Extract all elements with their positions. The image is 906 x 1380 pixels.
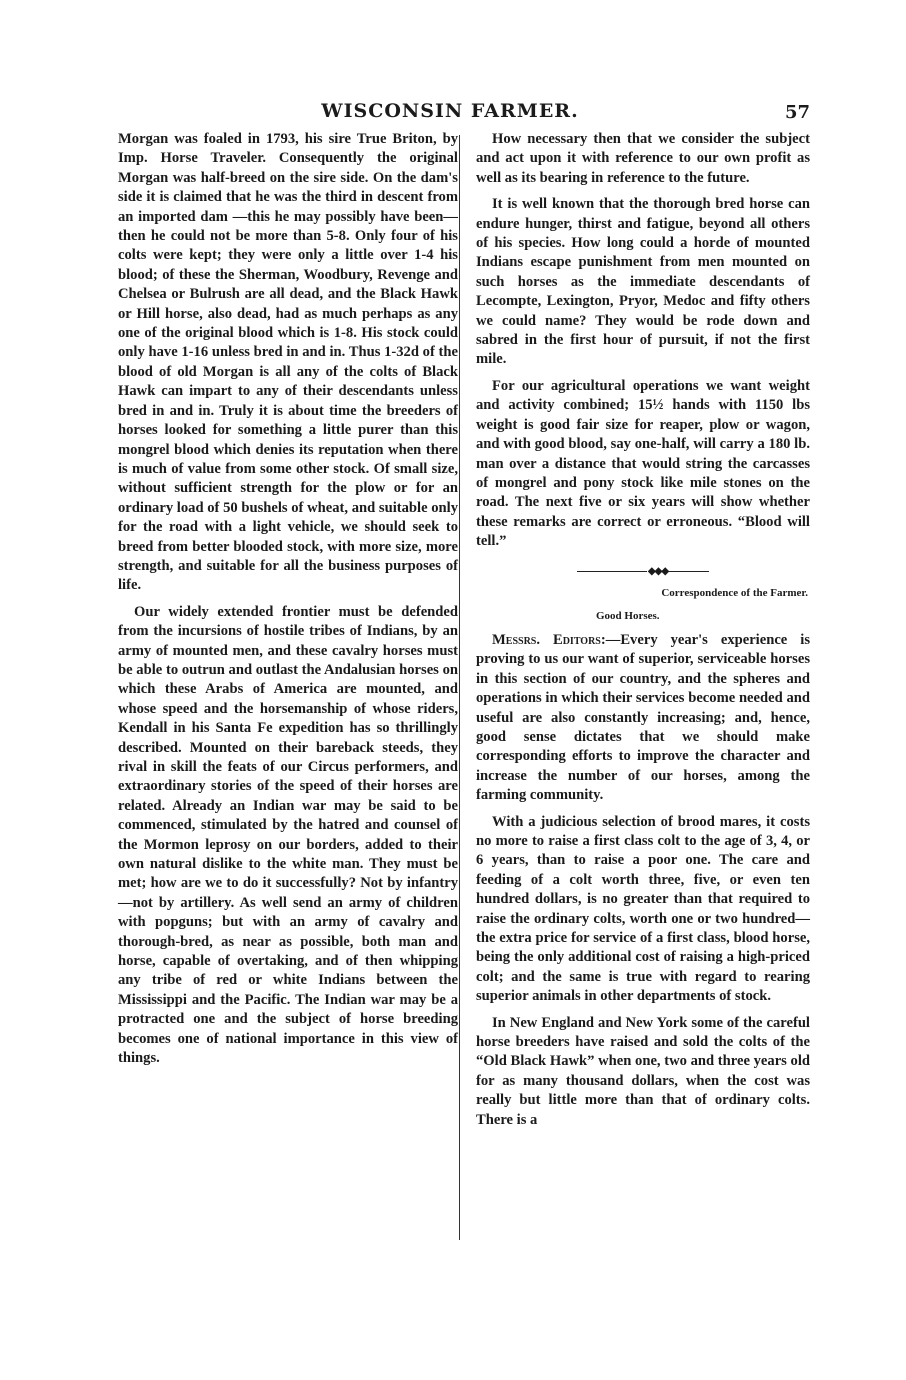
correspondence-line: Correspondence of the Farmer.: [661, 586, 808, 599]
right-paragraph-1: How necessary then that we consider the subject and act upon it with reference to our own profit as well as its bearing in reference to the future.: [476, 131, 810, 186]
right-paragraph-2: It is well known that the thorough bred horse can endure hunger, thirst and fatigue, beyond all others of his species. How long could a horde of mounted Indians escape punishment from men mounted on such horses as the immediate descendants of Lecompte, Lexington, Pryor, Medoc and fifty others we could name? They would be rode down and sabred in the first hour of pursuit, if not the first mile.: [476, 196, 810, 368]
column-divider: [459, 135, 460, 1240]
page-number: 57: [784, 102, 810, 123]
right-paragraph-5: With a judicious selection of brood mares, it costs no more to raise a first class colt to the age of 3, 4, or 6 years, than to raise a poor one. The care and feeding of a colt worth three, five, or even ten hundred dollars, is no greater than that required to raise the ordinary colts, worth one or two hundred—the extra price for service of a first class, blood horse, being the only additional cost of raising a high-priced colt; and the same is true with regard to rearing superior animals in other departments of stock.: [476, 813, 810, 1005]
left-paragraph-2: Our widely extended frontier must be defended from the incursions of hostile tribes of Indians, by an army of mounted men, and these cavalry horses must be able to outrun and outlast the Andalusian horses on which these Arabs of America are mounted, and whose speed and the horsemanship of whose riders, Kendall in his Santa Fe expedition has so thrillingly described. Mounted on their bareback steeds, they rival in skill the feats of our Circus performers, and extraordinary stories of the speed of their horses are related. Already an Indian war may be said to be commenced, stimulated by the hatred and counsel of the Mormon leprosy on our borders, added to their own natural dislike to the white man. They must be met; how are we to do it successfully? Not by infantry—not by artillery. As well send an army of children with popguns; but with an army of cavalry and thorough-bred, as near as possible, both man and horse, capable of overtaking, and of then whipping any tribe of red or white Indians between the Mississippi and the Pacific. The Indian war may be a protracted one and the subject of horse breeding becomes one of national importance in this view of things.: [118, 603, 458, 1067]
salutation: Messrs. Editors:: [492, 631, 606, 648]
running-title: WISCONSIN FARMER.: [321, 100, 579, 122]
article-title: Good Horses.: [596, 609, 660, 622]
right-paragraph-3: For our agricultural operations we want weight and activity combined; 15½ hands with 1150 lbs weight is good fair size for reaper, plow or wagon, and with good blood, say one-half, will carry a 180 lb. man over a distance that would string the carcasses of mongrel and pony stock like mile stones on the road. The next five or six years will show whether these remarks are correct or erroneous. “Blood will tell.”: [476, 377, 810, 550]
left-column: [118, 130, 458, 1076]
left-paragraph-1: Morgan was foaled in 1793, his sire True Briton, by Imp. Horse Traveler. Consequently the original Morgan was half-breed on the sire side. On the dam's side it is claimed that he was the third in descent from an imported dam —this he may possibly have been—then he could not be more than 5-8. Only four of his colts were kept; they were only a little over 1-4 his blood; of these the Sherman, Woodbury, Revenge and Chelsea or Bulrush are all dead, and the Black Hawk or Hill horse, also dead, had as much perhaps as any one of the original blood which is 1-8. His stock could only have 1-16 unless bred in and in. Thus 1-32d of the blood of old Morgan is all any of the colts of Black Hawk can impart to any of their descendants unless bred in and in. Truly it is about time the breeders of horses looked for something a little purer than this mongrel blood which denies its reputation when there is much of value from some other stock. Of small size, without sufficient strength for the plow or for an ordinary load of 50 bushels of wheat, and suitable only for the road with a light vehicle, we should seek to breed from better blooded stock, with more size, more strength, and suitable for all the business purposes of life.: [118, 131, 458, 594]
right-column: [476, 130, 810, 1137]
right-paragraph-6: In New England and New York some of the careful horse breeders have raised and sold the colts of the “Old Black Hawk” when one, two and three years old for as many thousand dollars, when the cost was really but little more than that of ordinary colts. There is a: [476, 1014, 810, 1128]
right-paragraph-4: [476, 631, 810, 806]
salutation-body: —Every year's experience is proving to us our want of superior, serviceable horses in this section of our country, and the spheres and operations in which their services become needed and useful are also constantly increasing; and, hence, good sense dictates that we should make corresponding efforts to improve the character and increase the number of our horses, among the farming community.: [476, 631, 810, 804]
running-header: [0, 100, 906, 124]
section-ornament: ◆◆◆: [476, 562, 810, 581]
